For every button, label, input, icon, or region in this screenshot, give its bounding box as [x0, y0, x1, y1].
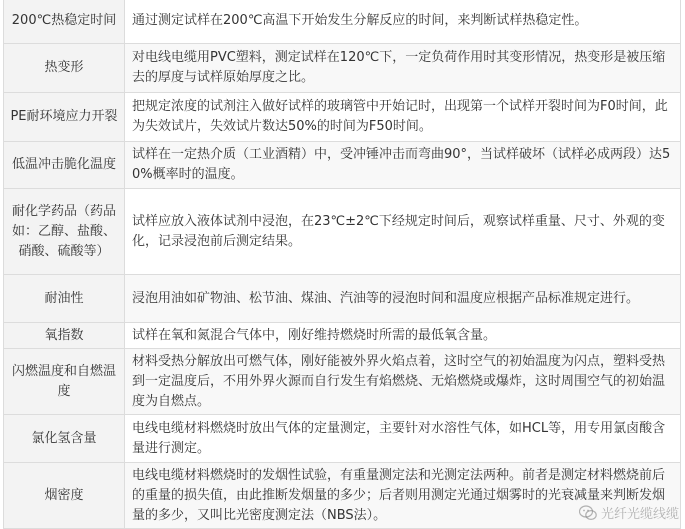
- table-row: [4, 323, 681, 349]
- table-row: [4, 275, 681, 323]
- table-row: [4, 142, 681, 189]
- table-row: [4, 0, 681, 44]
- table-row: [4, 44, 681, 93]
- description-cell: 浸泡用油如矿物油、松节油、煤油、汽油等的浸泡时间和温度应根据产品标准规定进行。: [125, 275, 681, 323]
- table-row: [4, 189, 681, 275]
- description-cell: 电线电缆材料燃烧时放出气体的定量测定，主要针对水溶性气体，如HCL等，用专用氯卤酸含量进行测定。: [125, 415, 681, 463]
- term-cell: 氯化氢含量: [4, 415, 125, 463]
- description-cell: 通过测定试样在200℃高温下开始发生分解反应的时间，来判断试样热稳定性。: [125, 0, 681, 44]
- term-cell: 低温冲击脆化温度: [4, 142, 125, 189]
- term-cell: PE耐环境应力开裂: [4, 93, 125, 142]
- description-cell: 把规定浓度的试剂注入做好试样的玻璃管中开始记时，出现第一个试样开裂时间为F0时间，此为失效试片，失效试片数达50%的时间为F50时间。: [125, 93, 681, 142]
- term-cell: 200℃热稳定时间: [4, 0, 125, 44]
- description-cell: 材料受热分解放出可燃气体，刚好能被外界火焰点着，这时空气的初始温度为闪点，塑料受热到一定温度后，不用外界火源而自行发生有焰燃烧、无焰燃烧或爆炸，这时周围空气的初始温度为自燃点。: [125, 349, 681, 415]
- table-row: [4, 415, 681, 463]
- term-cell: 耐化学药品（药品如：乙醇、盐酸、硝酸、硫酸等）: [4, 189, 125, 275]
- table-row: [4, 349, 681, 415]
- description-cell: 电线电缆材料燃烧时的发烟性试验，有重量测定法和光测定法两种。前者是测定材料燃烧前后的重量的损失值，由此推断发烟量的多少；后者则用测定光通过烟雾时的光衰减量来判断发烟量的多少，又叫比光密度测定法（NBS法）。: [125, 463, 681, 529]
- table-row: [4, 93, 681, 142]
- material-test-table: [3, 0, 681, 529]
- description-cell: 试样在氧和氮混合气体中，刚好维持燃烧时所需的最低氧含量。: [125, 323, 681, 349]
- term-cell: 闪燃温度和自燃温度: [4, 349, 125, 415]
- table-row: [4, 463, 681, 529]
- watermark-text: 光纤光缆线缆: [600, 507, 679, 522]
- term-cell: 烟密度: [4, 463, 125, 529]
- description-cell: 试样在一定热介质（工业酒精）中，受冲锤冲击而弯曲90°，当试样破坏（试样必成两段）达50%概率时的温度。: [125, 142, 681, 189]
- term-cell: 耐油性: [4, 275, 125, 323]
- term-cell: 热变形: [4, 44, 125, 93]
- description-cell: 对电线电缆用PVC塑料，测定试样在120℃下，一定负荷作用时其变形情况，热变形是被压缩去的厚度与试样原始厚度之比。: [125, 44, 681, 93]
- description-cell: 试样应放入液体试剂中浸泡，在23℃±2℃下经规定时间后，观察试样重量、尺寸、外观的变化，记录浸泡前后测定结果。: [125, 189, 681, 275]
- term-cell: 氧指数: [4, 323, 125, 349]
